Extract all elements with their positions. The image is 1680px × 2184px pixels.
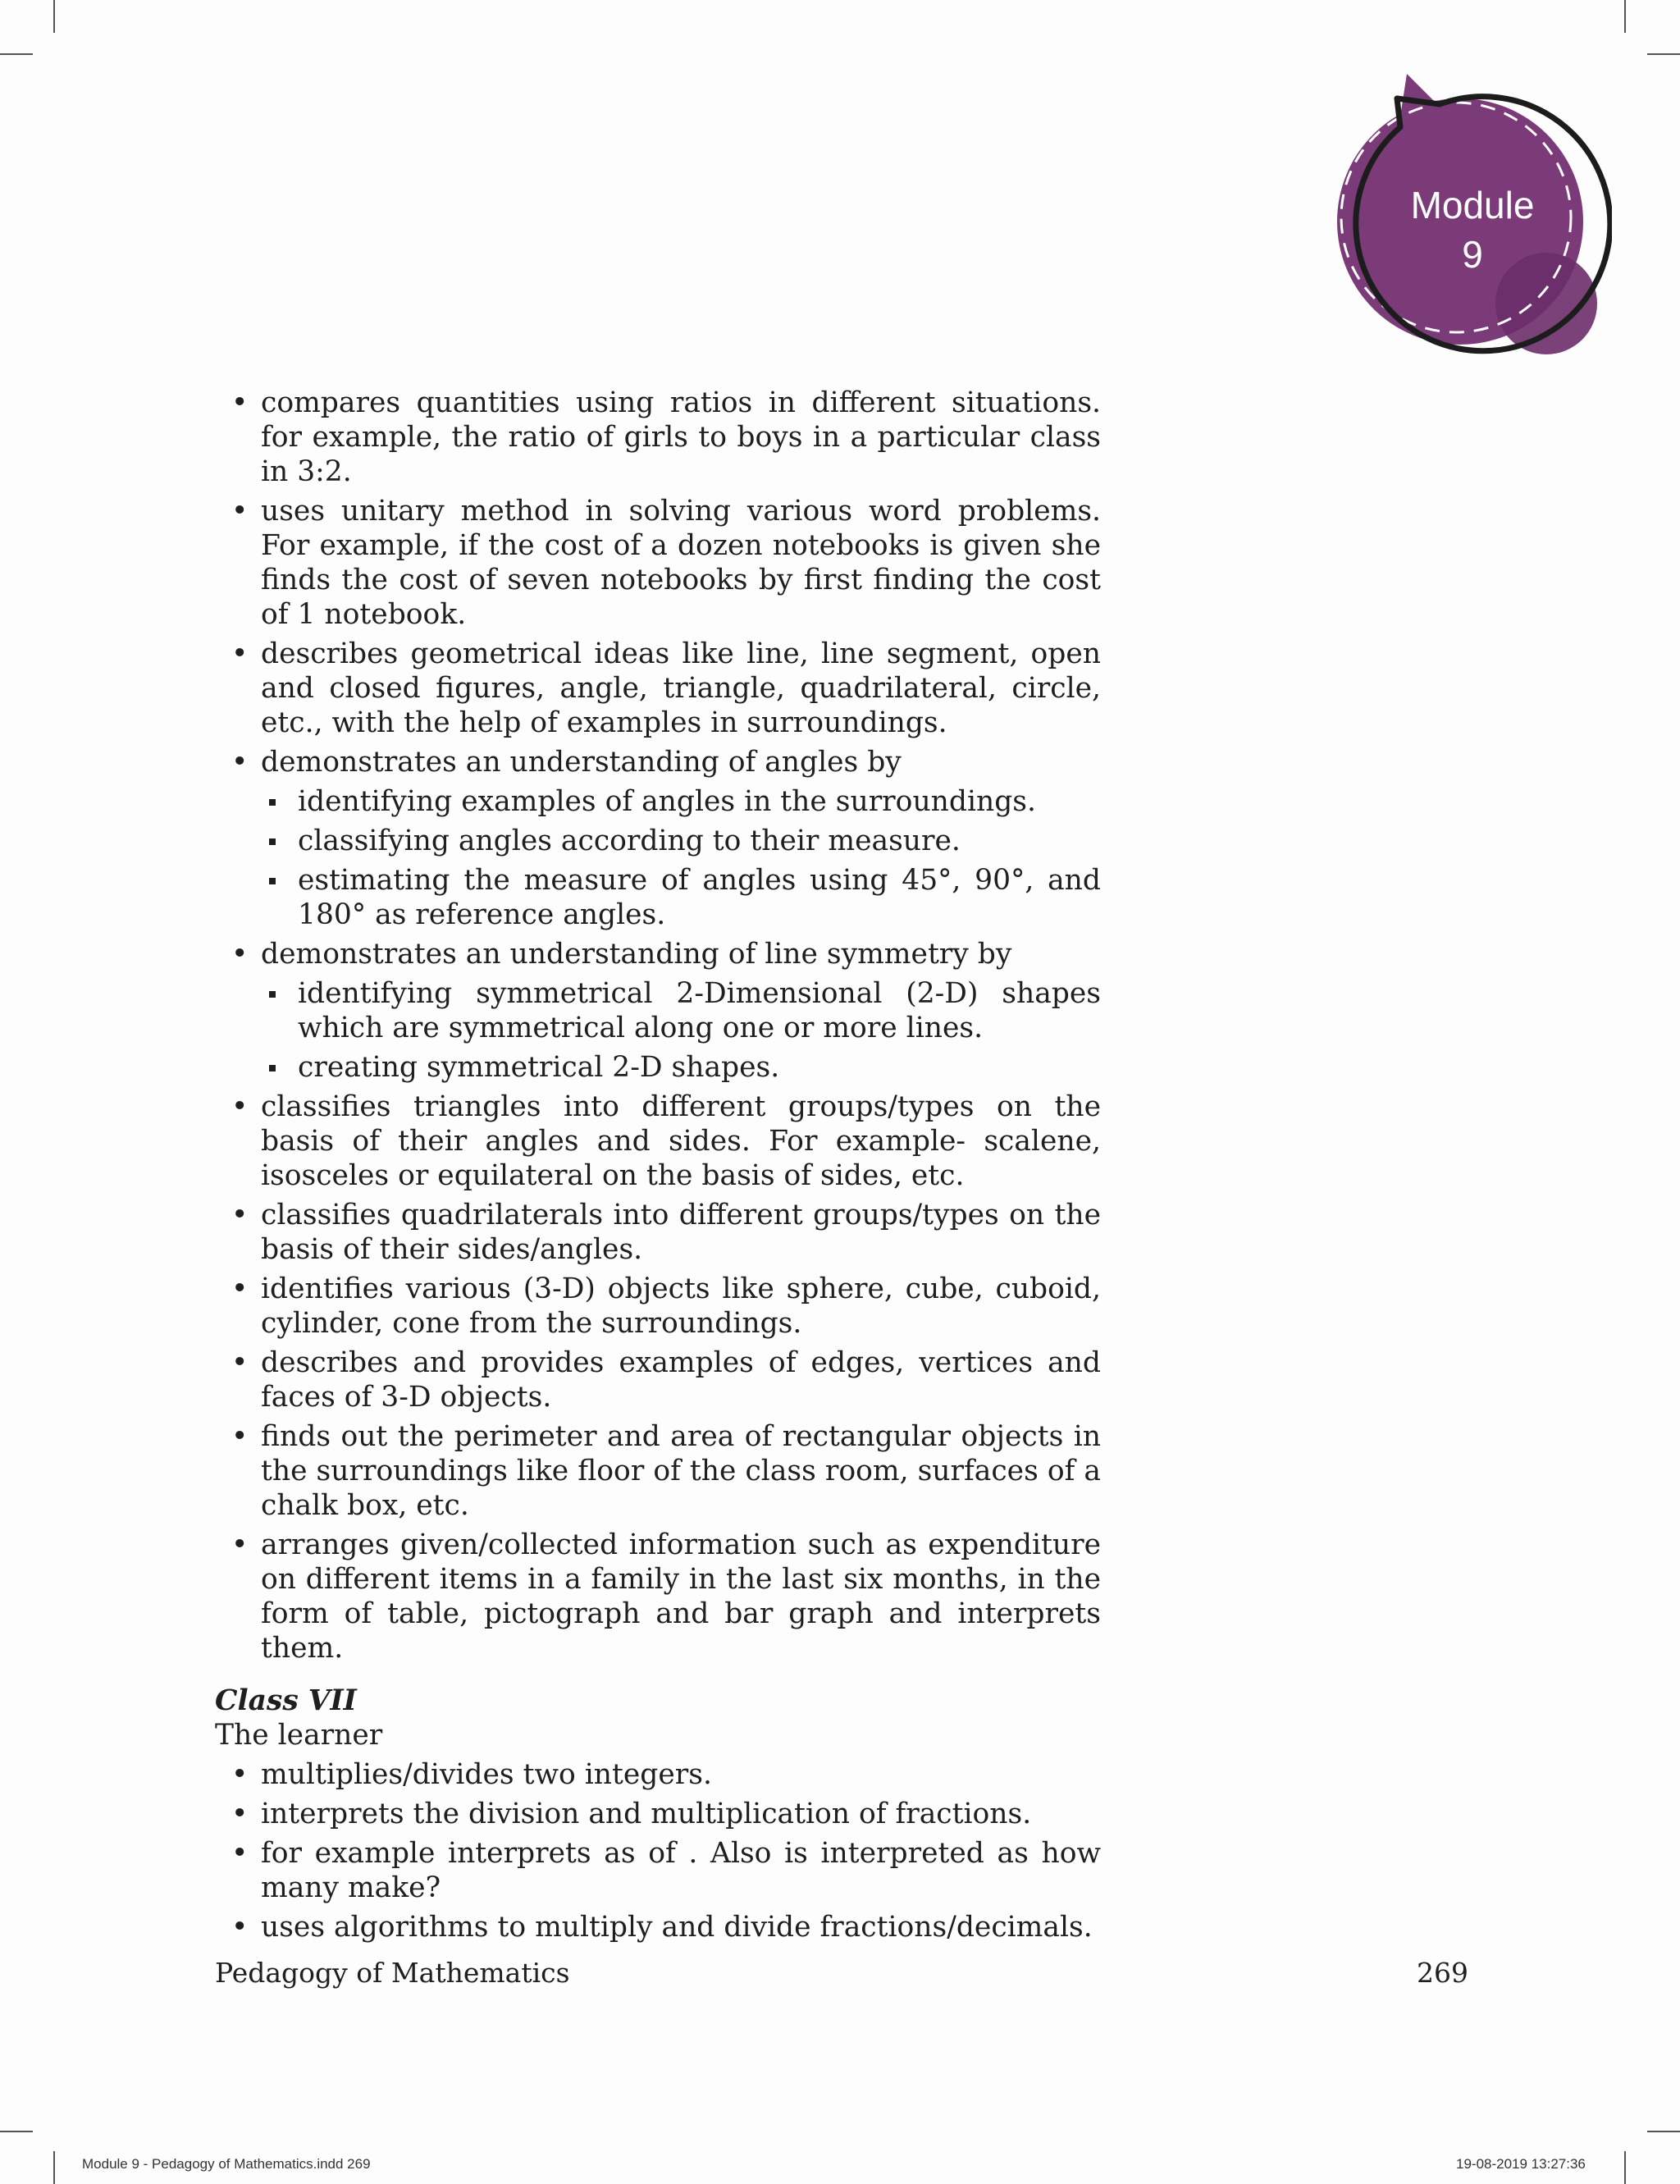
sub-list-item: identifying symmetrical 2-Dimensional (2-D) shapes which are symmetrical along one or more lines. xyxy=(261,976,1101,1045)
class-vii-list xyxy=(215,1757,1101,1944)
crop-mark xyxy=(53,2151,55,2184)
crop-mark xyxy=(0,2131,33,2132)
list-item: • describes and provides examples of edges, vertices and faces of 3-D objects. xyxy=(215,1346,1101,1414)
list-item: • classifies quadrilaterals into different groups/types on the basis of their sides/angles. xyxy=(215,1198,1101,1267)
running-footer-title: Pedagogy of Mathematics xyxy=(215,1957,570,1989)
list-item: • demonstrates an understanding of line symmetry by identifying symmetrical 2-Dimensional (2-D) shapes which are symmetrical along one or more lines. creating symmetrical 2-D shapes. xyxy=(215,937,1101,1085)
crop-mark xyxy=(1647,2131,1680,2132)
page-content xyxy=(215,386,1101,1949)
list-item: • for example interprets as of . Also is interpreted as how many make? xyxy=(215,1836,1101,1905)
sub-list-item: classifying angles according to their measure. xyxy=(261,824,1101,858)
crop-mark xyxy=(1647,53,1680,55)
crop-mark xyxy=(1624,0,1626,33)
list-item: • finds out the perimeter and area of rectangular objects in the surroundings like floor of the class room, surfaces of a chalk box, etc. xyxy=(215,1419,1101,1523)
section-lead: The learner xyxy=(215,1719,383,1752)
badge-number: 9 xyxy=(1462,233,1483,276)
list-item: • uses unitary method in solving various word problems. For example, if the cost of a dozen notebooks is given she finds the cost of seven notebooks by first finding the cost of 1 notebook. xyxy=(215,494,1101,632)
crop-mark xyxy=(0,53,33,55)
sub-list-item: identifying examples of angles in the surroundings. xyxy=(261,784,1101,819)
badge-label: Module xyxy=(1410,184,1535,226)
sub-list xyxy=(261,784,1101,932)
learning-outcomes-list xyxy=(215,386,1101,1665)
crop-mark xyxy=(53,0,55,33)
page-number: 269 xyxy=(1417,1957,1468,1989)
print-slug-date: 19-08-2019 13:27:36 xyxy=(1456,2156,1586,2172)
print-slug-file: Module 9 - Pedagogy of Mathematics.indd 269 xyxy=(82,2156,371,2172)
list-item: • compares quantities using ratios in different situations. for example, the ratio of girls to boys in a particular class in 3:2. xyxy=(215,386,1101,489)
list-item: • describes geometrical ideas like line, line segment, open and closed figures, angle, triangle, quadrilateral, circle, etc., with the help of examples in surroundings. xyxy=(215,637,1101,740)
sub-list-item: creating symmetrical 2-D shapes. xyxy=(261,1050,1101,1085)
list-item: • arranges given/collected information such as expenditure on different items in a family in the last six months, in the form of table, pictograph and bar graph and interprets them. xyxy=(215,1528,1101,1665)
sub-list xyxy=(261,976,1101,1085)
list-item: • identifies various (3-D) objects like sphere, cube, cuboid, cylinder, cone from the surroundings. xyxy=(215,1272,1101,1341)
list-item: • interprets the division and multiplication of fractions. xyxy=(215,1797,1101,1831)
list-item: • demonstrates an understanding of angles by identifying examples of angles in the surroundings. classifying angles according to their measure. estimating the measure of angles using 45°, 90°, and 180° as reference angles. xyxy=(215,745,1101,932)
module-badge xyxy=(1317,70,1612,357)
list-item: • uses algorithms to multiply and divide fractions/decimals. xyxy=(215,1910,1101,1944)
crop-mark xyxy=(1624,2151,1626,2184)
sub-list-item: estimating the measure of angles using 45°, 90°, and 180° as reference angles. xyxy=(261,863,1101,932)
list-item: • classifies triangles into different groups/types on the basis of their angles and sides. For example- scalene, isosceles or equilateral on the basis of sides, etc. xyxy=(215,1090,1101,1193)
section-heading: Class VII xyxy=(215,1684,357,1717)
list-item: • multiplies/divides two integers. xyxy=(215,1757,1101,1792)
